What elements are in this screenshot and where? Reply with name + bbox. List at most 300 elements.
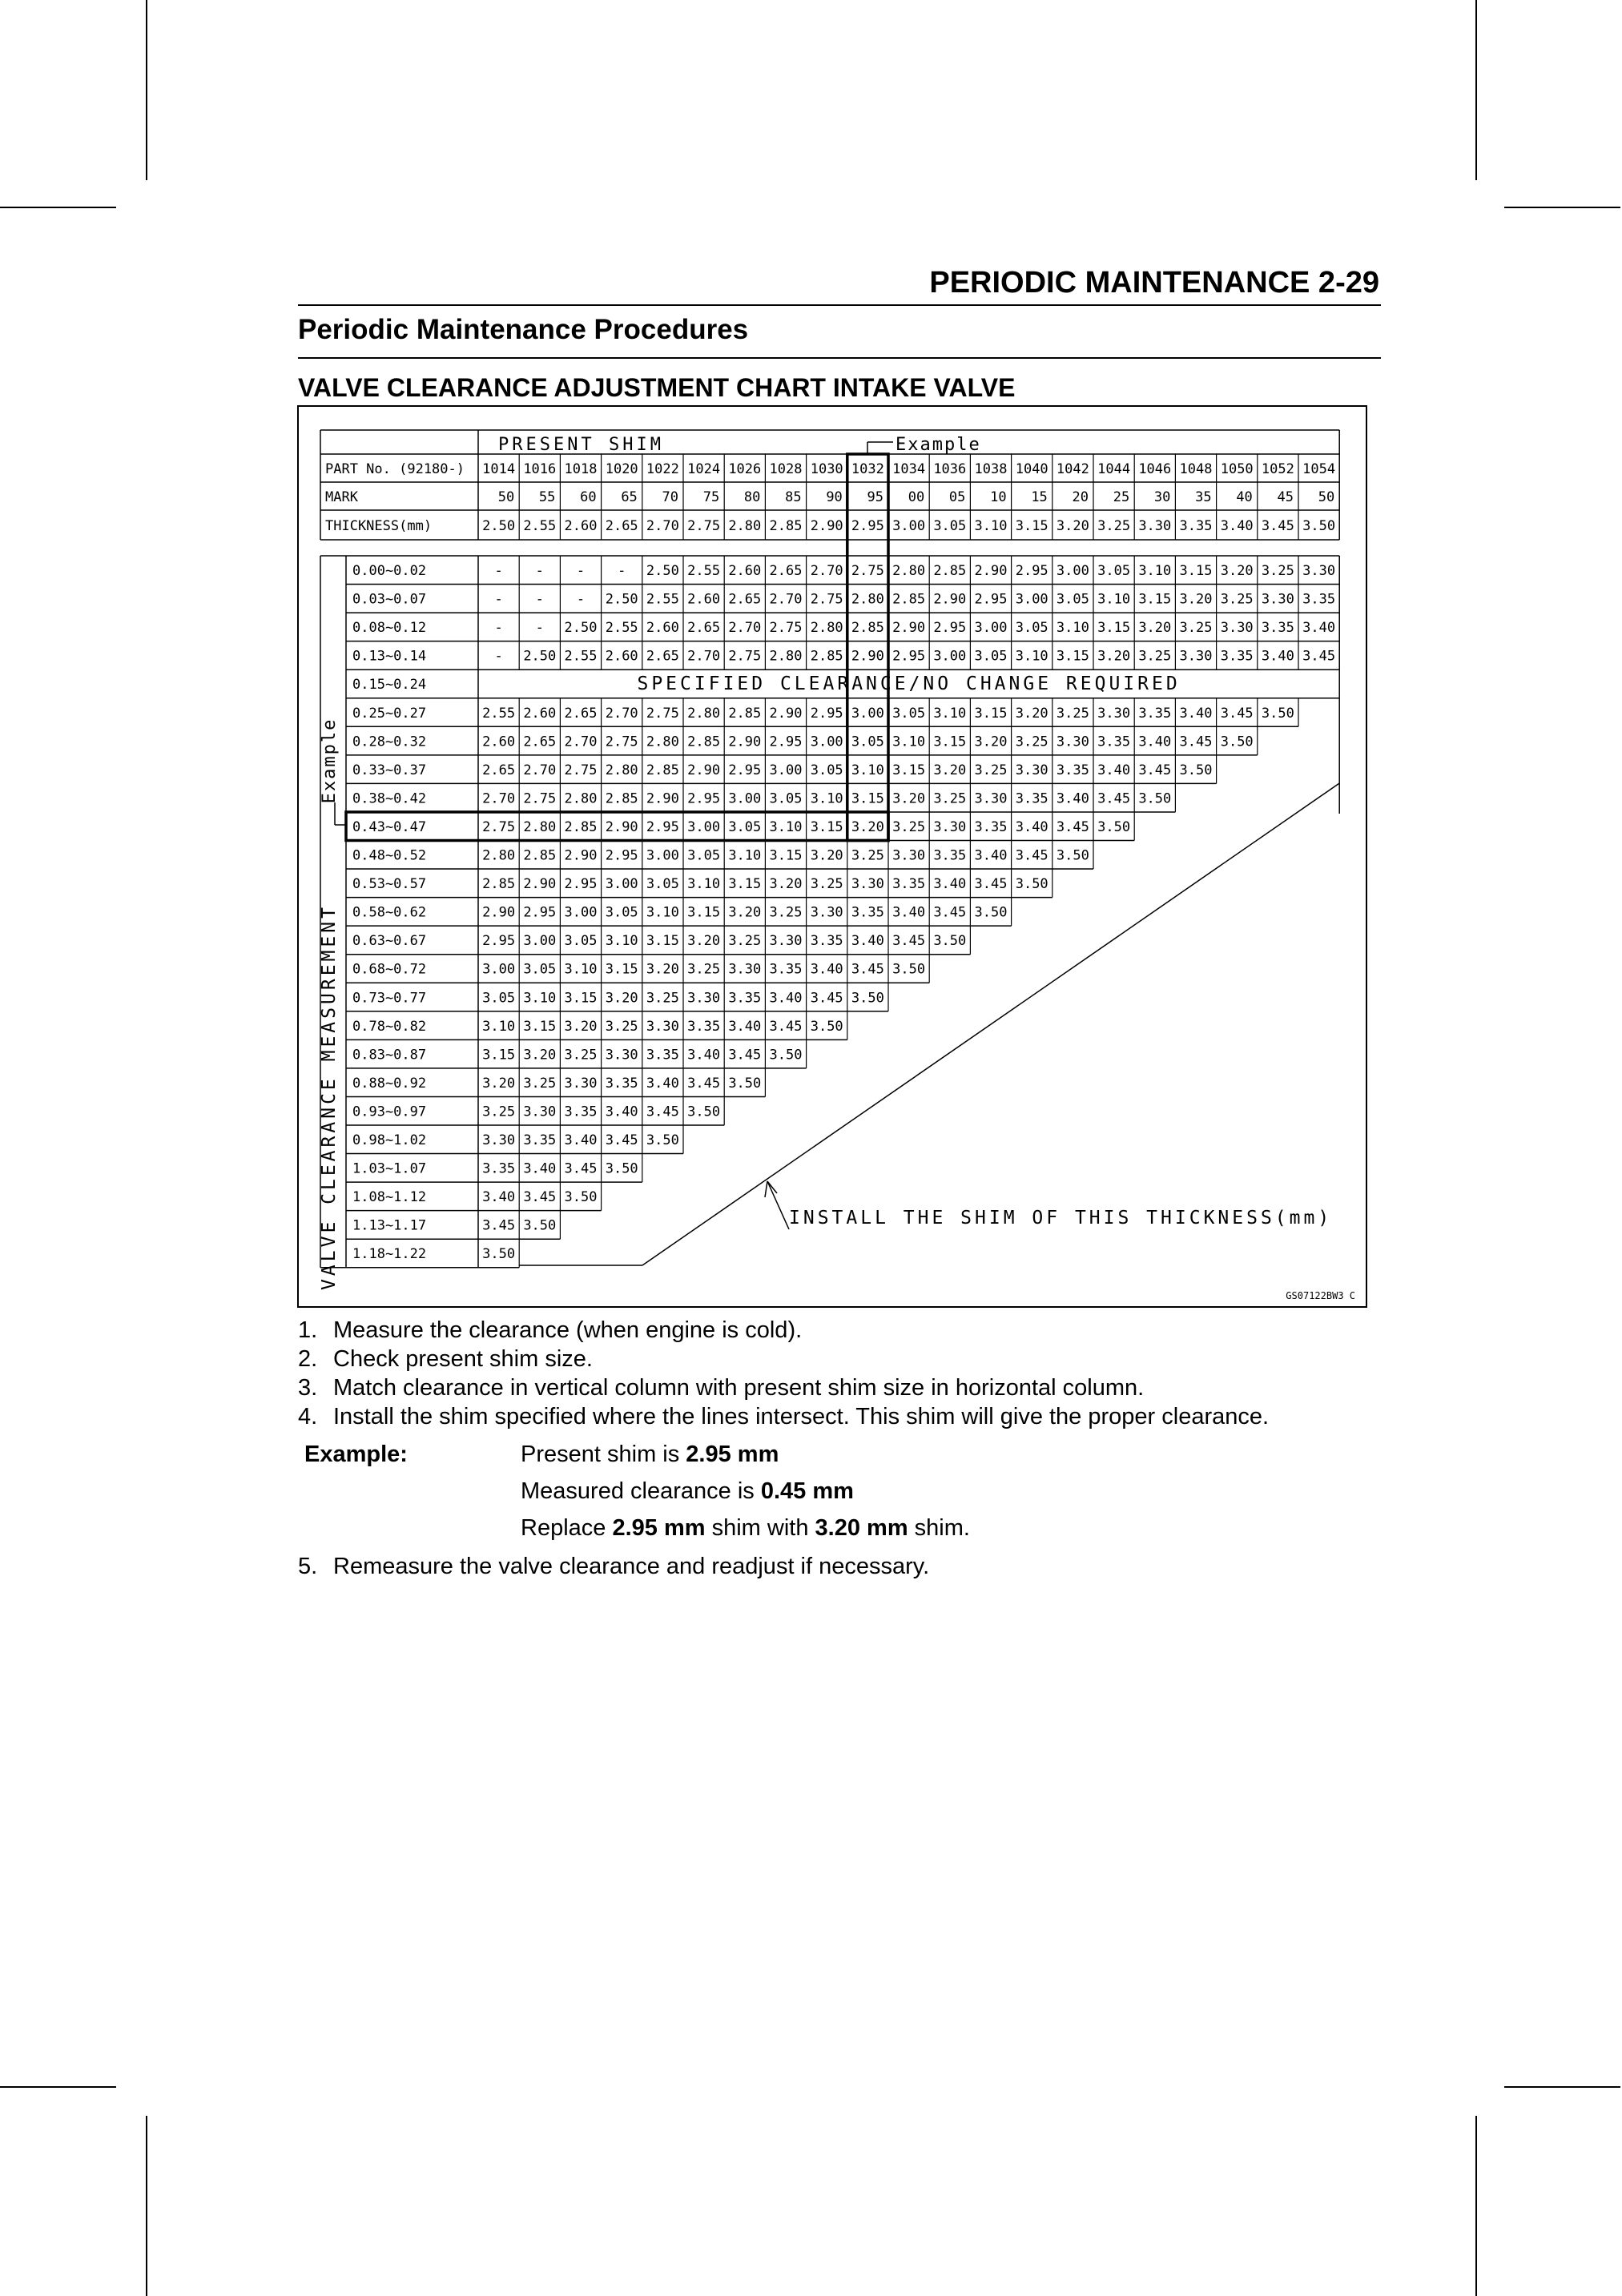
shim-thickness-cell: 2.90 — [892, 620, 926, 637]
instruction-item: 5. Remeasure the valve clearance and readjust if necessary. — [298, 1554, 930, 1579]
shim-thickness-cell: 2.60 — [646, 620, 679, 637]
shim-thickness-cell: 3.50 — [892, 961, 926, 978]
shim-thickness-cell: 3.15 — [687, 904, 721, 921]
shim-thickness-cell: 2.80 — [564, 790, 598, 807]
part-number-cell: 1046 — [1138, 461, 1172, 477]
shim-thickness-cell: 3.05 — [1015, 620, 1048, 637]
shim-thickness-cell: 3.15 — [810, 818, 843, 835]
shim-thickness-cell: 3.10 — [687, 876, 721, 893]
shim-thickness-cell: 3.30 — [1302, 563, 1336, 579]
shim-thickness-cell: 3.05 — [605, 904, 638, 921]
instruction-item: 3. Match clearance in vertical column with present shim size in horizontal column. — [298, 1375, 1145, 1401]
shim-thickness-cell: 3.05 — [564, 933, 598, 950]
shim-thickness-cell: 2.60 — [482, 734, 516, 750]
shim-thickness-cell: 3.40 — [974, 847, 1008, 864]
shim-thickness-cell: 3.35 — [1302, 591, 1336, 608]
shim-thickness-cell: 3.50 — [1261, 705, 1294, 722]
shim-thickness-cell: 2.85 — [523, 847, 557, 864]
shim-thickness-cell: 3.00 — [564, 904, 598, 921]
shim-thickness-cell: 2.75 — [523, 790, 557, 807]
part-number-cell: 1014 — [482, 461, 516, 477]
shim-thickness-cell: 3.15 — [851, 790, 884, 807]
shim-thickness-cell: 3.40 — [687, 1047, 721, 1064]
shim-thickness-cell: 2.95 — [769, 734, 803, 750]
shim-thickness-cell: 3.30 — [1015, 762, 1048, 778]
shim-thickness-cell: 3.00 — [646, 847, 679, 864]
shim-thickness-cell: 3.35 — [1138, 705, 1172, 722]
mark-cell: 65 — [621, 489, 638, 505]
clearance-range-cell: 0.68~0.72 — [352, 961, 427, 978]
shim-thickness-cell: 2.55 — [564, 648, 598, 665]
shim-thickness-cell: 3.35 — [1015, 790, 1048, 807]
shim-thickness-cell: 2.65 — [646, 648, 679, 665]
shim-thickness-cell: 3.05 — [810, 762, 843, 778]
mark-cell: 75 — [702, 489, 720, 505]
thickness-cell: 2.50 — [482, 518, 516, 534]
clearance-range-cell: 0.03~0.07 — [352, 591, 427, 608]
shim-thickness-cell: 3.20 — [769, 876, 803, 893]
no-change-banner: SPECIFIED CLEARANCE/NO CHANGE REQUIRED — [637, 674, 1181, 695]
shim-thickness-cell: 3.20 — [564, 1018, 598, 1035]
shim-thickness-cell: 3.15 — [1138, 591, 1172, 608]
shim-thickness-cell: 3.50 — [646, 1132, 679, 1148]
shim-thickness-cell: 2.50 — [564, 620, 598, 637]
shim-thickness-cell: 2.85 — [933, 563, 967, 579]
mark-cell: 15 — [1031, 489, 1048, 505]
shim-thickness-cell: 3.25 — [1179, 620, 1213, 637]
shim-thickness-cell: 2.90 — [851, 648, 884, 665]
shim-thickness-cell: 3.20 — [728, 904, 762, 921]
shim-thickness-cell: 2.85 — [892, 591, 926, 608]
thickness-cell: 2.60 — [564, 518, 598, 534]
mark-cell: 10 — [990, 489, 1007, 505]
thickness-cell: 3.50 — [1302, 518, 1336, 534]
shim-thickness-cell: 3.50 — [687, 1104, 721, 1120]
shim-thickness-cell: 2.60 — [605, 648, 638, 665]
shim-thickness-cell: 3.25 — [646, 990, 679, 1007]
shim-thickness-cell: 3.35 — [1056, 762, 1089, 778]
shim-thickness-cell: 2.80 — [687, 705, 721, 722]
shim-thickness-cell: 3.45 — [687, 1075, 721, 1092]
shim-thickness-cell: 3.15 — [605, 961, 638, 978]
shim-thickness-cell: 3.10 — [523, 990, 557, 1007]
shim-thickness-cell: 3.45 — [1179, 734, 1213, 750]
shim-thickness-cell: 2.85 — [851, 620, 884, 637]
shim-thickness-cell: 3.30 — [851, 876, 884, 893]
shim-thickness-cell: 3.15 — [892, 762, 926, 778]
shim-thickness-cell: 3.15 — [728, 876, 762, 893]
clearance-range-cell: 0.38~0.42 — [352, 790, 427, 807]
thickness-cell: 3.00 — [892, 518, 926, 534]
shim-thickness-cell: 3.35 — [482, 1160, 516, 1177]
shim-thickness-cell: 3.50 — [728, 1075, 762, 1092]
shim-thickness-cell: 3.45 — [1138, 762, 1172, 778]
part-number-cell: 1020 — [605, 461, 638, 477]
shim-thickness-cell: 3.40 — [523, 1160, 557, 1177]
shim-thickness-cell: 3.05 — [769, 790, 803, 807]
part-number-cell: 1026 — [728, 461, 762, 477]
clearance-range-cell: 0.88~0.92 — [352, 1075, 427, 1092]
clearance-range-cell: 0.13~0.14 — [352, 648, 427, 665]
shim-thickness-cell: 3.00 — [851, 705, 884, 722]
shim-thickness-cell: 3.20 — [646, 961, 679, 978]
row-label-part-no: PART No. (92180-) — [325, 461, 465, 477]
shim-thickness-cell: 3.30 — [1179, 648, 1213, 665]
part-number-cell: 1034 — [892, 461, 926, 477]
shim-thickness-cell: 3.30 — [933, 818, 967, 835]
shim-thickness-cell: 3.00 — [810, 734, 843, 750]
shim-thickness-cell: 3.00 — [687, 818, 721, 835]
clearance-range-cell: 0.98~1.02 — [352, 1132, 427, 1148]
shim-thickness-cell: 3.05 — [728, 818, 762, 835]
shim-thickness-cell: 3.50 — [564, 1189, 598, 1206]
shim-thickness-cell: 3.25 — [728, 933, 762, 950]
shim-thickness-cell: 3.10 — [1056, 620, 1089, 637]
shim-thickness-cell: 3.45 — [646, 1104, 679, 1120]
shim-thickness-cell: 3.20 — [1179, 591, 1213, 608]
part-number-cell: 1044 — [1097, 461, 1131, 477]
shim-thickness-cell: 3.25 — [1015, 734, 1048, 750]
empty-cell-dash: - — [494, 591, 503, 608]
shim-thickness-cell: 3.10 — [933, 705, 967, 722]
clearance-range-cell: 1.13~1.17 — [352, 1217, 427, 1234]
shim-thickness-cell: 3.20 — [892, 790, 926, 807]
shim-thickness-cell: 3.45 — [564, 1160, 598, 1177]
shim-thickness-cell: 3.10 — [564, 961, 598, 978]
part-number-cell: 1052 — [1261, 461, 1294, 477]
shim-thickness-cell: 3.30 — [482, 1132, 516, 1148]
shim-thickness-cell: 3.45 — [1015, 847, 1048, 864]
empty-cell-dash: - — [494, 648, 503, 665]
install-pointer — [767, 1181, 789, 1229]
shim-thickness-cell: 3.15 — [646, 933, 679, 950]
shim-thickness-cell: 2.80 — [482, 847, 516, 864]
thickness-cell: 3.40 — [1220, 518, 1254, 534]
clearance-range-cell: 0.78~0.82 — [352, 1018, 427, 1035]
shim-thickness-cell: 3.20 — [523, 1047, 557, 1064]
thickness-cell: 2.75 — [687, 518, 721, 534]
shim-thickness-cell: 3.25 — [933, 790, 967, 807]
shim-thickness-cell: 3.20 — [605, 990, 638, 1007]
shim-thickness-cell: 3.40 — [564, 1132, 598, 1148]
page-header-title: PERIODIC MAINTENANCE 2-29 — [929, 266, 1379, 300]
shim-thickness-cell: 3.50 — [482, 1246, 516, 1263]
part-number-cell: 1042 — [1056, 461, 1089, 477]
shim-thickness-cell: 3.40 — [1138, 734, 1172, 750]
clearance-range-cell: 0.93~0.97 — [352, 1104, 427, 1120]
shim-thickness-cell: 3.40 — [1302, 620, 1336, 637]
part-number-cell: 1028 — [769, 461, 803, 477]
shim-thickness-cell: 3.20 — [1097, 648, 1131, 665]
measurement-axis-label: VALVE CLEARANCE MEASUREMENT — [319, 904, 340, 1290]
example-label-top: Example — [896, 435, 981, 455]
shim-thickness-cell: 3.05 — [646, 876, 679, 893]
shim-thickness-cell: 3.15 — [933, 734, 967, 750]
shim-thickness-cell: 2.55 — [687, 563, 721, 579]
part-number-cell: 1018 — [564, 461, 598, 477]
clearance-range-cell: 0.15~0.24 — [352, 677, 427, 694]
shim-thickness-cell: 3.05 — [1056, 591, 1089, 608]
shim-thickness-cell: 3.05 — [892, 705, 926, 722]
part-number-cell: 1016 — [523, 461, 557, 477]
shim-thickness-cell: 2.95 — [523, 904, 557, 921]
shim-thickness-cell: 3.30 — [605, 1047, 638, 1064]
shim-thickness-cell: 3.15 — [564, 990, 598, 1007]
shim-thickness-cell: 3.30 — [974, 790, 1008, 807]
thickness-cell: 2.65 — [605, 518, 638, 534]
shim-thickness-cell: 3.35 — [1097, 734, 1131, 750]
shim-thickness-cell: 3.00 — [523, 933, 557, 950]
example-label-side: Example — [320, 718, 340, 804]
shim-thickness-cell: 3.00 — [1015, 591, 1048, 608]
shim-thickness-cell: 3.40 — [605, 1104, 638, 1120]
shim-thickness-cell: 3.15 — [1097, 620, 1131, 637]
shim-thickness-cell: 3.30 — [564, 1075, 598, 1092]
shim-thickness-cell: 3.30 — [687, 990, 721, 1007]
shim-thickness-cell: 3.30 — [1056, 734, 1089, 750]
clearance-range-cell: 0.08~0.12 — [352, 620, 427, 637]
shim-thickness-cell: 3.00 — [769, 762, 803, 778]
shim-thickness-cell: 3.10 — [605, 933, 638, 950]
shim-thickness-cell: 3.10 — [646, 904, 679, 921]
shim-thickness-cell: 3.20 — [1220, 563, 1254, 579]
thickness-cell: 2.85 — [769, 518, 803, 534]
shim-thickness-cell: 2.55 — [482, 705, 516, 722]
empty-cell-dash: - — [535, 563, 544, 579]
shim-thickness-cell: 2.90 — [933, 591, 967, 608]
shim-thickness-cell: 3.45 — [1097, 790, 1131, 807]
shim-thickness-cell: 3.05 — [851, 734, 884, 750]
install-annotation: INSTALL THE SHIM OF THIS THICKNESS(mm) — [789, 1208, 1333, 1228]
shim-thickness-cell: 3.35 — [646, 1047, 679, 1064]
empty-cell-dash: - — [535, 591, 544, 608]
part-number-cell: 1040 — [1015, 461, 1048, 477]
clearance-range-cell: 0.33~0.37 — [352, 762, 427, 778]
shim-thickness-cell: 3.00 — [482, 961, 516, 978]
shim-thickness-cell: 2.75 — [769, 620, 803, 637]
clearance-range-cell: 0.58~0.62 — [352, 904, 427, 921]
shim-thickness-cell: 3.25 — [851, 847, 884, 864]
thickness-cell: 2.70 — [646, 518, 679, 534]
shim-thickness-cell: 3.50 — [974, 904, 1008, 921]
shim-thickness-cell: 3.25 — [564, 1047, 598, 1064]
shim-thickness-cell: 3.50 — [1056, 847, 1089, 864]
mark-cell: 80 — [743, 489, 761, 505]
shim-thickness-cell: 2.95 — [687, 790, 721, 807]
example-column-highlight — [847, 454, 888, 841]
shim-thickness-cell: 2.90 — [687, 762, 721, 778]
shim-thickness-cell: 3.35 — [769, 961, 803, 978]
empty-cell-dash: - — [576, 563, 586, 579]
shim-thickness-cell: 2.85 — [687, 734, 721, 750]
shim-thickness-cell: 2.60 — [728, 563, 762, 579]
shim-thickness-cell: 3.00 — [605, 876, 638, 893]
shim-thickness-cell: 3.00 — [1056, 563, 1089, 579]
shim-thickness-cell: 2.90 — [974, 563, 1008, 579]
shim-thickness-cell: 3.00 — [728, 790, 762, 807]
clearance-range-cell: 0.48~0.52 — [352, 847, 427, 864]
shim-thickness-cell: 2.65 — [482, 762, 516, 778]
shim-thickness-cell: 3.45 — [974, 876, 1008, 893]
shim-thickness-cell: 3.15 — [1179, 563, 1213, 579]
thickness-cell: 3.10 — [974, 518, 1008, 534]
shim-thickness-cell: 3.35 — [728, 990, 762, 1007]
shim-thickness-cell: 2.85 — [482, 876, 516, 893]
example-line-2: Measured clearance is 0.45 mm — [521, 1478, 854, 1504]
shim-thickness-cell: 3.40 — [1056, 790, 1089, 807]
part-number-cell: 1030 — [810, 461, 843, 477]
shim-thickness-cell: 3.45 — [769, 1018, 803, 1035]
mark-cell: 25 — [1113, 489, 1130, 505]
shim-thickness-cell: 3.45 — [1056, 818, 1089, 835]
mark-cell: 05 — [948, 489, 966, 505]
shim-thickness-cell: 2.65 — [523, 734, 557, 750]
shim-thickness-cell: 3.20 — [933, 762, 967, 778]
shim-thickness-cell: 3.30 — [769, 933, 803, 950]
shim-thickness-cell: 2.75 — [728, 648, 762, 665]
shim-thickness-cell: 2.80 — [810, 620, 843, 637]
shim-thickness-cell: 2.80 — [605, 762, 638, 778]
shim-thickness-cell: 3.20 — [974, 734, 1008, 750]
shim-thickness-cell: 3.40 — [1261, 648, 1294, 665]
shim-thickness-cell: 3.45 — [851, 961, 884, 978]
shim-thickness-cell: 3.20 — [1138, 620, 1172, 637]
thickness-cell: 3.25 — [1097, 518, 1131, 534]
figure-code: GS07122BW3 C — [1286, 1290, 1355, 1301]
example-line-3: Replace 2.95 mm shim with 3.20 mm shim. — [521, 1515, 970, 1541]
shim-thickness-cell: 3.30 — [1220, 620, 1254, 637]
mark-cell: 40 — [1236, 489, 1253, 505]
shim-thickness-cell: 3.10 — [1138, 563, 1172, 579]
shim-thickness-cell: 3.05 — [687, 847, 721, 864]
shim-thickness-cell: 3.40 — [1179, 705, 1213, 722]
mark-cell: 35 — [1195, 489, 1212, 505]
shim-thickness-cell: 3.35 — [564, 1104, 598, 1120]
shim-thickness-cell: 3.50 — [1015, 876, 1048, 893]
shim-thickness-cell: 3.45 — [810, 990, 843, 1007]
shim-thickness-cell: 3.00 — [933, 648, 967, 665]
shim-thickness-cell: 3.10 — [728, 847, 762, 864]
shim-thickness-cell: 2.50 — [523, 648, 557, 665]
thickness-cell: 2.95 — [851, 518, 884, 534]
shim-thickness-cell: 3.05 — [523, 961, 557, 978]
shim-thickness-cell: 2.50 — [646, 563, 679, 579]
shim-thickness-cell: 3.20 — [810, 847, 843, 864]
shim-thickness-cell: 3.50 — [810, 1018, 843, 1035]
shim-thickness-cell: 3.35 — [1220, 648, 1254, 665]
clearance-range-cell: 0.00~0.02 — [352, 563, 427, 579]
clearance-range-cell: 1.18~1.22 — [352, 1246, 427, 1263]
shim-thickness-cell: 2.85 — [728, 705, 762, 722]
shim-thickness-cell: 3.45 — [605, 1132, 638, 1148]
mark-cell: 50 — [497, 489, 515, 505]
instruction-item: 4. Install the shim specified where the lines intersect. This shim will give the proper clearance. — [298, 1404, 1270, 1429]
shim-thickness-cell: 2.65 — [769, 563, 803, 579]
shim-thickness-cell: 3.25 — [1056, 705, 1089, 722]
shim-thickness-cell: 2.95 — [728, 762, 762, 778]
shim-thickness-cell: 3.25 — [1138, 648, 1172, 665]
shim-thickness-cell: 2.95 — [892, 648, 926, 665]
shim-thickness-cell: 3.35 — [933, 847, 967, 864]
shim-thickness-cell: 3.25 — [892, 818, 926, 835]
shim-thickness-cell: 3.25 — [974, 762, 1008, 778]
thickness-cell: 3.30 — [1138, 518, 1172, 534]
empty-cell-dash: - — [576, 591, 586, 608]
mark-cell: 00 — [908, 489, 925, 505]
shim-thickness-cell: 3.50 — [605, 1160, 638, 1177]
shim-thickness-cell: 2.90 — [605, 818, 638, 835]
thickness-cell: 2.55 — [523, 518, 557, 534]
shim-thickness-cell: 2.95 — [564, 876, 598, 893]
shim-thickness-cell: 2.95 — [1015, 563, 1048, 579]
part-number-cell: 1048 — [1179, 461, 1213, 477]
clearance-range-cell: 0.25~0.27 — [352, 705, 427, 722]
part-number-cell: 1036 — [933, 461, 967, 477]
part-number-cell: 1050 — [1220, 461, 1254, 477]
shim-thickness-cell: 3.35 — [851, 904, 884, 921]
shim-thickness-cell: 3.35 — [605, 1075, 638, 1092]
shim-thickness-cell: 2.80 — [646, 734, 679, 750]
shim-thickness-cell: 3.25 — [482, 1104, 516, 1120]
shim-thickness-cell: 2.60 — [687, 591, 721, 608]
empty-cell-dash: - — [535, 620, 544, 637]
shim-thickness-cell: 3.20 — [687, 933, 721, 950]
example-label: Example: — [304, 1442, 408, 1467]
shim-thickness-cell: 3.15 — [523, 1018, 557, 1035]
shim-thickness-cell: 3.35 — [1261, 620, 1294, 637]
shim-thickness-cell: 3.45 — [1220, 705, 1254, 722]
clearance-range-cell: 0.43~0.47 — [352, 818, 427, 835]
shim-thickness-cell: 3.50 — [1220, 734, 1254, 750]
shim-thickness-cell: 3.30 — [892, 847, 926, 864]
shim-thickness-cell: 3.10 — [1097, 591, 1131, 608]
instruction-list — [298, 1316, 1269, 1431]
shim-thickness-cell: 3.45 — [523, 1189, 557, 1206]
empty-cell-dash: - — [494, 620, 503, 637]
shim-thickness-cell: 3.30 — [646, 1018, 679, 1035]
shim-thickness-cell: 2.85 — [646, 762, 679, 778]
shim-thickness-cell: 3.05 — [1097, 563, 1131, 579]
shim-thickness-cell: 2.55 — [605, 620, 638, 637]
section-title: Periodic Maintenance Procedures — [298, 314, 749, 345]
thickness-cell: 2.90 — [810, 518, 843, 534]
shim-thickness-cell: 2.90 — [523, 876, 557, 893]
present-shim-label: PRESENT SHIM — [498, 435, 664, 455]
clearance-range-cell: 1.08~1.12 — [352, 1189, 427, 1206]
shim-thickness-cell: 2.70 — [769, 591, 803, 608]
shim-thickness-cell: 2.70 — [687, 648, 721, 665]
shim-thickness-cell: 3.15 — [482, 1047, 516, 1064]
row-label-thickness: THICKNESS(mm) — [325, 518, 433, 534]
shim-thickness-cell: 3.50 — [1179, 762, 1213, 778]
shim-thickness-cell: 3.10 — [1015, 648, 1048, 665]
shim-thickness-cell: 3.30 — [1261, 591, 1294, 608]
thickness-cell: 3.15 — [1015, 518, 1048, 534]
row-label-mark: MARK — [325, 489, 358, 505]
shim-thickness-cell: 3.25 — [1220, 591, 1254, 608]
shim-thickness-cell: 3.10 — [810, 790, 843, 807]
clearance-range-cell: 0.63~0.67 — [352, 933, 427, 950]
mark-cell: 95 — [867, 489, 883, 505]
shim-thickness-cell: 3.40 — [892, 904, 926, 921]
shim-thickness-cell: 3.40 — [482, 1189, 516, 1206]
shim-thickness-cell: 2.95 — [605, 847, 638, 864]
shim-thickness-cell: 3.40 — [646, 1075, 679, 1092]
shim-thickness-cell: 3.10 — [769, 818, 803, 835]
thickness-cell: 3.45 — [1261, 518, 1294, 534]
shim-thickness-cell: 2.85 — [810, 648, 843, 665]
shim-thickness-cell: 3.40 — [728, 1018, 762, 1035]
